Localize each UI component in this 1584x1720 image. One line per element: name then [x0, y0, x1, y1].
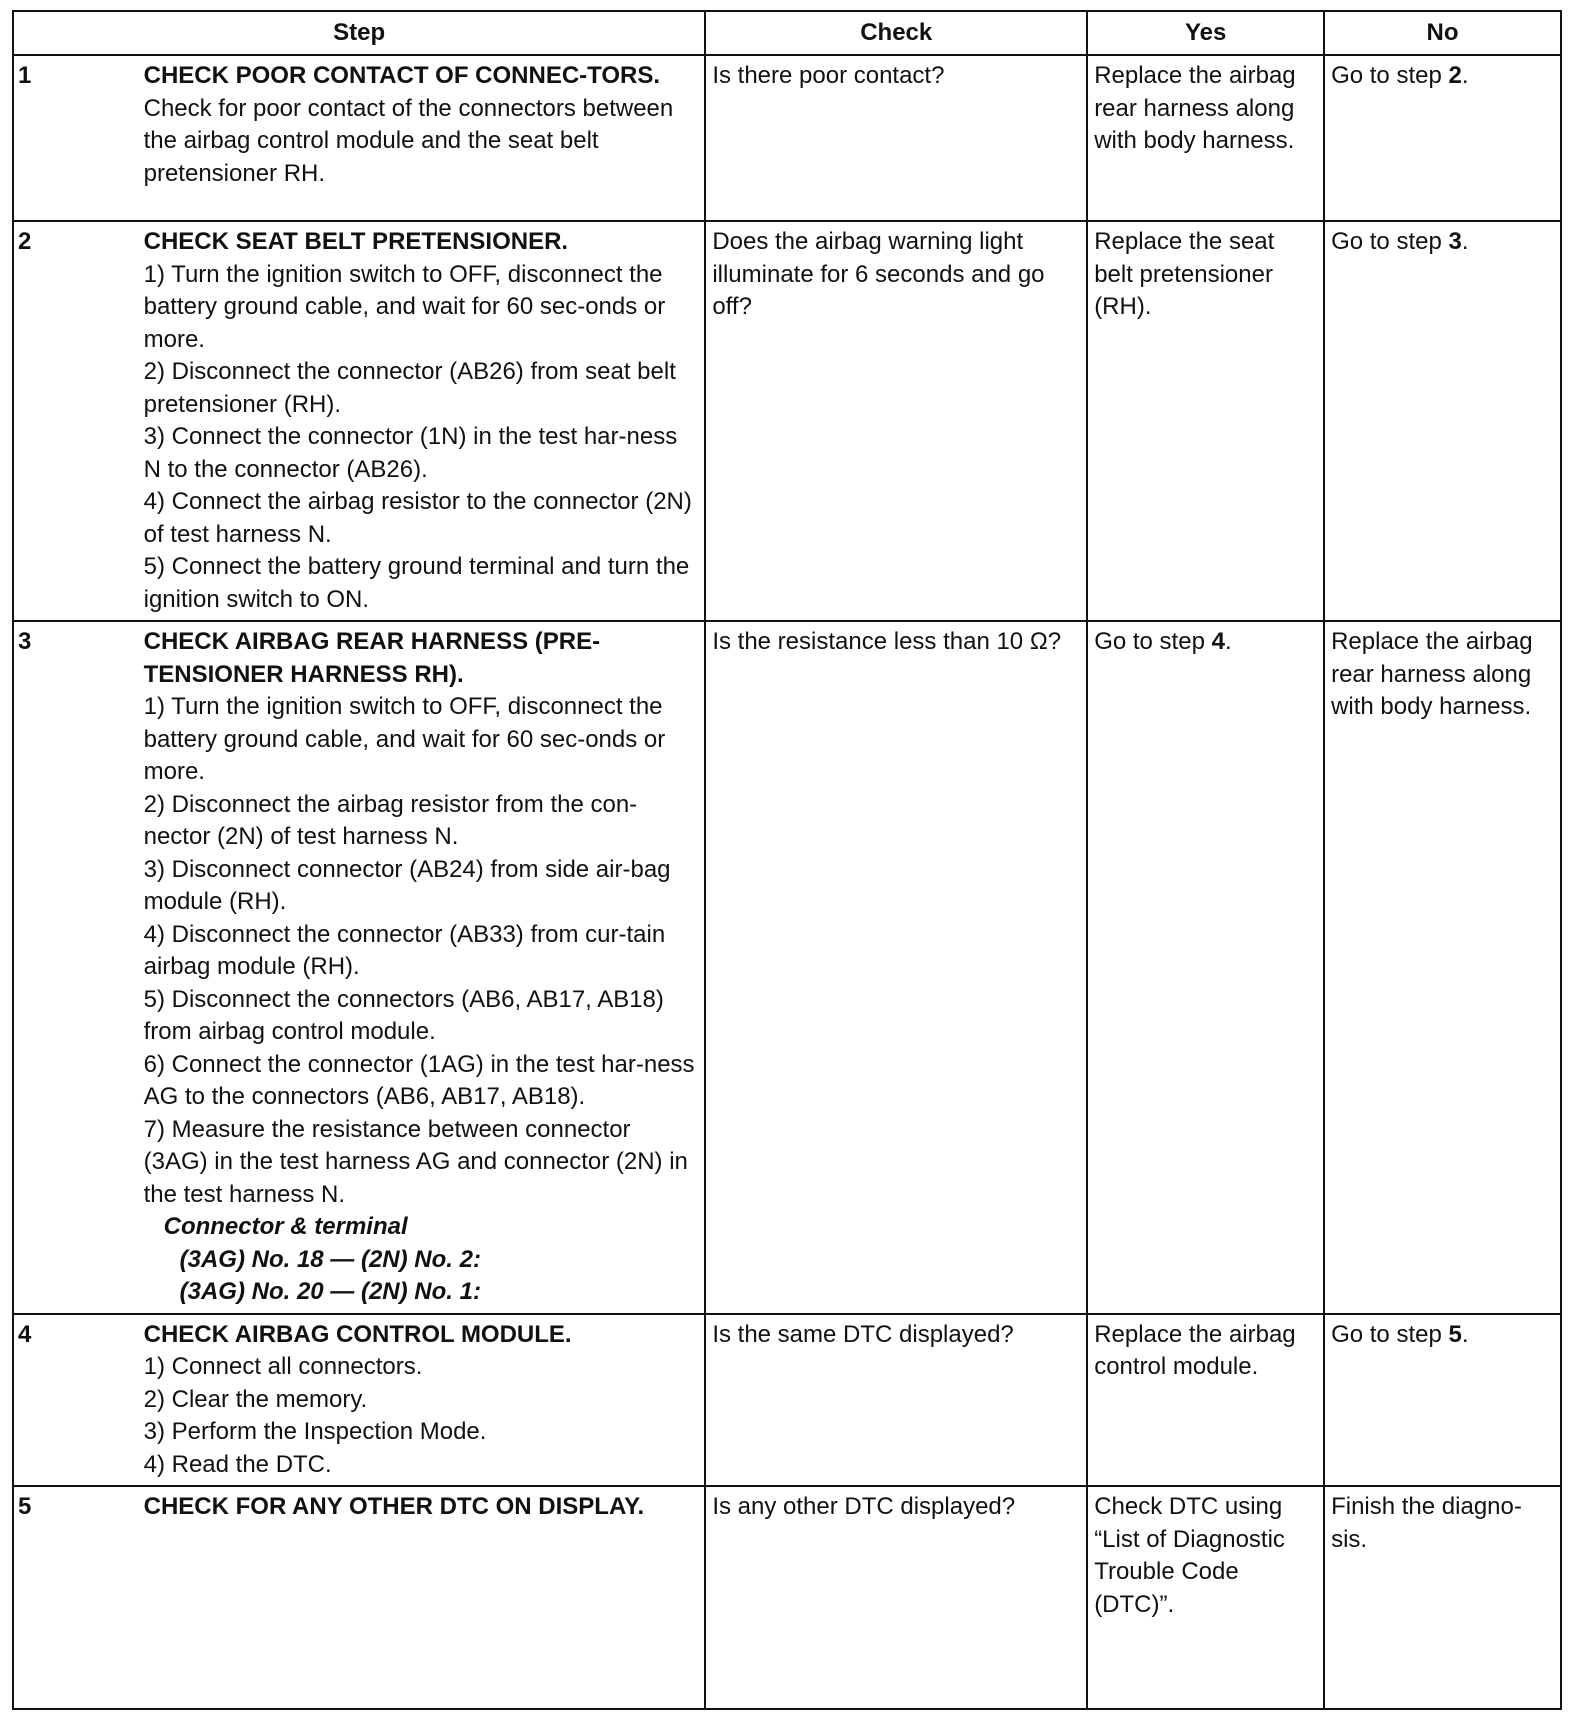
substep: 2) Disconnect the connector (AB26) from seat belt pretensioner (RH).: [143, 358, 676, 418]
step-title: CHECK SEAT BELT PRETENSIONER.: [143, 228, 569, 255]
check-cell: Is any other DTC displayed?: [705, 1486, 1087, 1709]
no-suffix: .: [1461, 1320, 1469, 1348]
step-number: 5: [13, 1486, 140, 1709]
substep: 1) Turn the ignition switch to OFF, disconnect the battery ground cable, and wait for 60 sec-onds or more.: [143, 693, 666, 785]
substep: 5) Disconnect the connectors (AB6, AB17, AB18) from airbag control module.: [143, 985, 664, 1045]
no-cell: Finish the diagno-sis.: [1324, 1486, 1561, 1709]
table-row: [13, 221, 1561, 621]
no-cell: [1324, 221, 1561, 621]
step-cell: [140, 55, 706, 221]
check-cell: Is the resistance less than 10 Ω?: [705, 621, 1087, 1314]
yes-cell: Replace the airbag rear harness along with body harness.: [1087, 55, 1324, 221]
no-text: Go to step: [1331, 1320, 1449, 1348]
substep: 7) Measure the resistance between connector (3AG) in the test harness AG and connector (2N) in the test harness N.: [143, 1115, 688, 1208]
step-number: 3: [13, 621, 140, 1314]
check-cell: Is there poor contact?: [705, 55, 1087, 221]
header-step: Step: [13, 11, 705, 55]
step-title: CHECK POOR CONTACT OF CONNEC-TORS.: [143, 62, 661, 89]
step-number: 1: [13, 55, 140, 221]
yes-suffix: .: [1224, 628, 1232, 655]
no-cell: [1324, 1314, 1561, 1487]
yes-step-number: 4: [1211, 628, 1225, 655]
step-title: CHECK AIRBAG CONTROL MODULE.: [143, 1320, 572, 1348]
substep: 2) Disconnect the airbag resistor from the con-nector (2N) of test harness N.: [143, 790, 638, 850]
substep: 3) Perform the Inspection Mode.: [143, 1418, 487, 1445]
no-suffix: .: [1461, 228, 1469, 255]
substep: 6) Connect the connector (1AG) in the test har-ness AG to the connectors (AB6, AB17, AB18).: [143, 1050, 695, 1110]
no-cell: Replace the airbag rear harness along with body harness.: [1324, 621, 1561, 1314]
yes-cell: Replace the airbag control module.: [1087, 1314, 1324, 1487]
no-cell: [1324, 55, 1561, 221]
yes-cell: [1087, 621, 1324, 1314]
substep: 5) Connect the battery ground terminal and turn the ignition switch to ON.: [143, 553, 690, 613]
header-yes: Yes: [1087, 11, 1324, 55]
step-cell: [140, 1314, 706, 1487]
step-cell: [140, 1486, 706, 1709]
diagnostic-table: [12, 10, 1562, 1710]
header-no: No: [1324, 11, 1561, 55]
substep: 1) Connect all connectors.: [143, 1353, 423, 1380]
table-row: [13, 621, 1561, 1314]
table-row: [13, 1314, 1561, 1487]
substep: 4) Read the DTC.: [143, 1450, 332, 1478]
table-row: [13, 1486, 1561, 1709]
check-cell: Does the airbag warning light illuminate for 6 seconds and go off?: [705, 221, 1087, 621]
check-cell: Is the same DTC displayed?: [705, 1314, 1087, 1487]
substep: 2) Clear the memory.: [143, 1385, 368, 1413]
step-title: CHECK AIRBAG REAR HARNESS (PRE-TENSIONER HARNESS RH).: [143, 628, 601, 688]
substep: 4) Connect the airbag resistor to the connector (2N) of test harness N.: [143, 488, 692, 548]
substep: 4) Disconnect the connector (AB33) from cur-tain airbag module (RH).: [143, 920, 666, 980]
header-row: [13, 11, 1561, 55]
table-row: [13, 55, 1561, 221]
step-title: CHECK FOR ANY OTHER DTC ON DISPLAY.: [143, 1493, 645, 1520]
no-text: Go to step: [1331, 62, 1449, 89]
yes-text: Go to step: [1094, 628, 1212, 655]
yes-cell: Replace the seat belt pretensioner (RH).: [1087, 221, 1324, 621]
yes-cell: Check DTC using “List of Diagnostic Trouble Code (DTC)”.: [1087, 1486, 1324, 1709]
no-step-number: 3: [1448, 228, 1462, 255]
no-text: Go to step: [1331, 228, 1449, 255]
step-number: 4: [13, 1314, 140, 1487]
diagnostic-procedure-sheet: [12, 10, 1562, 1710]
spec-line: (3AG) No. 18 — (2N) No. 2:: [179, 1245, 481, 1273]
substep: 1) Turn the ignition switch to OFF, disconnect the battery ground cable, and wait for 60 sec-onds or more.: [143, 260, 666, 353]
step-number: 2: [13, 221, 140, 621]
substep: 3) Connect the connector (1N) in the test har-ness N to the connector (AB26).: [143, 423, 678, 483]
step-cell: [140, 221, 706, 621]
substep: 3) Disconnect connector (AB24) from side air-bag module (RH).: [143, 855, 671, 915]
header-check: Check: [705, 11, 1087, 55]
spec-line: (3AG) No. 20 — (2N) No. 1:: [179, 1278, 481, 1305]
step-cell: [140, 621, 706, 1314]
no-suffix: .: [1461, 62, 1469, 89]
no-step-number: 2: [1448, 62, 1462, 89]
step-description: Check for poor contact of the connectors between the airbag control module and the seat belt pretensioner RH.: [143, 94, 674, 187]
spec-title: Connector & terminal: [163, 1213, 408, 1240]
no-step-number: 5: [1448, 1320, 1462, 1348]
